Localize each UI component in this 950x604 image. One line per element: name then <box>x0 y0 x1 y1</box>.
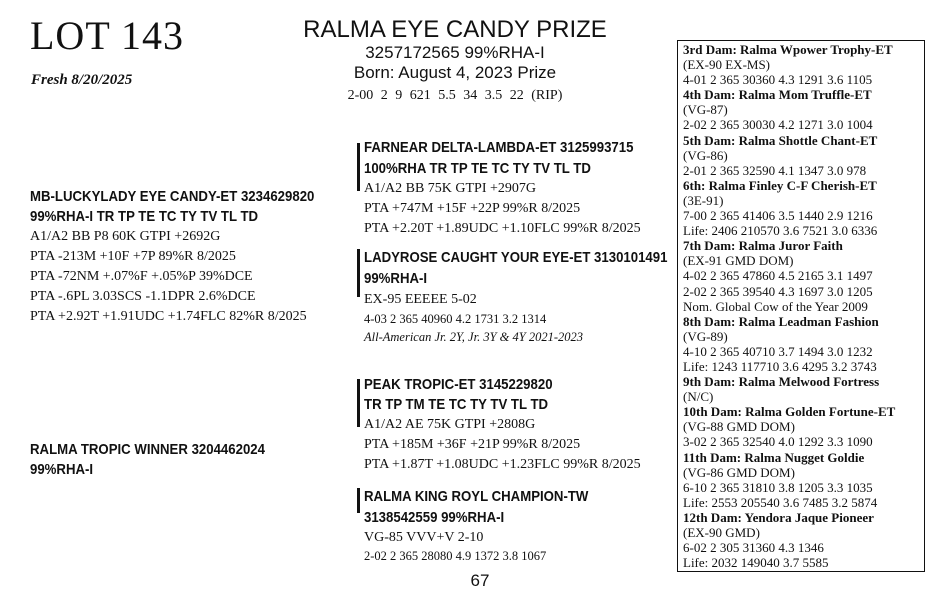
dams-sire-codes: TR TP TM TE TC TY TV TL TD <box>364 396 549 413</box>
sires-sire-codes: 100%RHA TR TP TE TC TY TV TL TD <box>364 160 591 177</box>
sires-dam-record: 4-03 2 365 40960 4.2 1731 3.2 1314 <box>364 312 547 326</box>
ancestor-detail: Nom. Global Cow of the Year 2009 <box>683 298 868 314</box>
pedigree-bracket <box>357 143 360 191</box>
ancestor-name: 6th: Ralma Finley C-F Cherish-ET <box>683 177 877 193</box>
ancestor-detail: 2-01 2 365 32590 4.1 1347 3.0 978 <box>683 162 867 178</box>
sires-dam-codes: 99%RHA-I <box>364 270 428 287</box>
ancestor-detail: (VG-86 GMD DOM) <box>683 464 795 480</box>
ancestor-detail: Life: 1243 117710 3.6 4295 3.2 3743 <box>683 358 877 374</box>
ancestor-detail: (VG-87) <box>683 102 728 118</box>
dams-dam-name: RALMA KING ROYL CHAMPION-TW <box>364 488 589 505</box>
sire-line: A1/A2 BB P8 60K GTPI +2692G <box>30 229 221 244</box>
ancestor-detail: Life: 2406 210570 3.6 7521 3.0 6336 <box>683 223 878 239</box>
ancestor-detail: (EX-91 GMD DOM) <box>683 253 794 269</box>
sires-dam-name: LADYROSE CAUGHT YOUR EYE-ET 3130101491 <box>364 249 668 266</box>
dams-sire-line: PTA +1.87T +1.08UDC +1.23FLC 99%R 8/2025 <box>364 457 641 472</box>
pedigree-bracket <box>357 488 360 513</box>
ancestor-detail: (VG-89) <box>683 328 728 344</box>
sires-sire-line: A1/A2 BB 75K GTPI +2907G <box>364 181 537 196</box>
lot-number: LOT 143 <box>30 13 185 58</box>
sire-line: PTA -.6PL 3.03SCS -1.1DPR 2.6%DCE <box>30 289 256 304</box>
ancestor-detail: 2-02 2 365 30030 4.2 1271 3.0 1004 <box>683 117 873 133</box>
extended-pedigree-list <box>683 42 895 570</box>
ancestor-detail: (VG-88 GMD DOM) <box>683 419 795 435</box>
sires-sire-line: PTA +2.20T +1.89UDC +1.10FLC 99%R 8/2025 <box>364 221 641 236</box>
ancestor-detail: (EX-90 EX-MS) <box>683 57 771 73</box>
ancestor-detail: 3-02 2 365 32540 4.0 1292 3.3 1090 <box>683 434 873 450</box>
ancestor-detail: (VG-86) <box>683 147 728 163</box>
fresh-date: Fresh 8/20/2025 <box>31 72 133 88</box>
sires-sire-line: PTA +747M +15F +22P 99%R 8/2025 <box>364 201 581 216</box>
dams-dam-record: 2-02 2 365 28080 4.9 1372 3.8 1067 <box>364 549 547 563</box>
ancestor-name: 12th Dam: Yendora Jaque Pioneer <box>683 509 874 525</box>
page-number: 67 <box>470 571 490 590</box>
sires-dam-classification: EX-95 EEEEE 5-02 <box>364 292 477 307</box>
ancestor-detail: Life: 2032 149040 3.7 5585 <box>683 555 829 571</box>
ancestor-detail: 4-10 2 365 40710 3.7 1494 3.0 1232 <box>683 343 873 359</box>
dam-codes: 99%RHA-I <box>30 461 94 478</box>
ancestor-name: 8th Dam: Ralma Leadman Fashion <box>683 313 879 329</box>
ancestor-detail: (EX-90 GMD) <box>683 525 760 540</box>
ancestor-detail: 6-10 2 365 31810 3.8 1205 3.3 1035 <box>683 479 873 495</box>
dams-sire-name: PEAK TROPIC-ET 3145229820 <box>364 376 553 393</box>
ancestor-name: 10th Dam: Ralma Golden Fortune-ET <box>683 404 896 420</box>
sire-line: PTA -72NM +.07%F +.05%P 39%DCE <box>30 269 253 284</box>
sire-line: PTA -213M +10F +7P 89%R 8/2025 <box>30 249 236 264</box>
ancestor-name: 9th Dam: Ralma Melwood Fortress <box>683 374 880 390</box>
dams-sire-line: A1/A2 AE 75K GTPI +2808G <box>364 417 536 432</box>
ancestor-detail: 4-01 2 365 30360 4.3 1291 3.6 1105 <box>683 72 873 88</box>
ancestor-detail: 6-02 2 305 31360 4.3 1346 <box>683 540 824 556</box>
sire-line: PTA +2.92T +1.91UDC +1.74FLC 82%R 8/2025 <box>30 309 307 324</box>
ancestor-detail: Life: 2553 205540 3.6 7485 3.2 5874 <box>683 494 878 510</box>
ancestor-detail: 4-02 2 365 47860 4.5 2165 3.1 1497 <box>683 268 873 284</box>
dams-sire-line: PTA +185M +36F +21P 99%R 8/2025 <box>364 437 581 452</box>
production-record: 2-00 2 9 621 5.5 34 3.5 22 (RIP) <box>347 88 563 103</box>
ancestor-detail: 7-00 2 365 41406 3.5 1440 2.9 1216 <box>683 208 873 224</box>
sires-sire-name: FARNEAR DELTA-LAMBDA-ET 3125993715 <box>364 139 634 156</box>
ancestor-detail: 2-02 2 365 39540 4.3 1697 3.0 1205 <box>683 283 873 299</box>
born-date: Born: August 4, 2023 Prize <box>353 63 557 82</box>
registration: 3257172565 99%RHA-I <box>365 43 545 62</box>
ancestor-detail: (N/C) <box>683 389 714 405</box>
ancestor-name: 5th Dam: Ralma Shottle Chant-ET <box>683 132 878 148</box>
sire-name: MB-LUCKYLADY EYE CANDY-ET 3234629820 <box>30 188 315 205</box>
pedigree-bracket <box>357 379 360 427</box>
pedigree-bracket <box>357 249 360 297</box>
ancestor-name: 11th Dam: Ralma Nugget Goldie <box>683 449 865 465</box>
sires-dam-honors: All-American Jr. 2Y, Jr. 3Y & 4Y 2021-2023 <box>364 330 583 344</box>
ancestor-name: 4th Dam: Ralma Mom Truffle-ET <box>683 87 872 103</box>
ancestor-name: 7th Dam: Ralma Juror Faith <box>683 238 843 254</box>
dams-dam-codes: 3138542559 99%RHA-I <box>364 509 505 526</box>
sire-codes: 99%RHA-I TR TP TE TC TY TV TL TD <box>30 208 259 225</box>
extended-pedigree-box <box>677 40 925 572</box>
ancestor-name: 3rd Dam: Ralma Wpower Trophy-ET <box>683 42 893 57</box>
dams-dam-classification: VG-85 VVV+V 2-10 <box>364 530 484 545</box>
animal-name: RALMA EYE CANDY PRIZE <box>303 16 607 43</box>
ancestor-detail: (3E-91) <box>683 192 724 208</box>
dam-name: RALMA TROPIC WINNER 3204462024 <box>30 441 265 458</box>
